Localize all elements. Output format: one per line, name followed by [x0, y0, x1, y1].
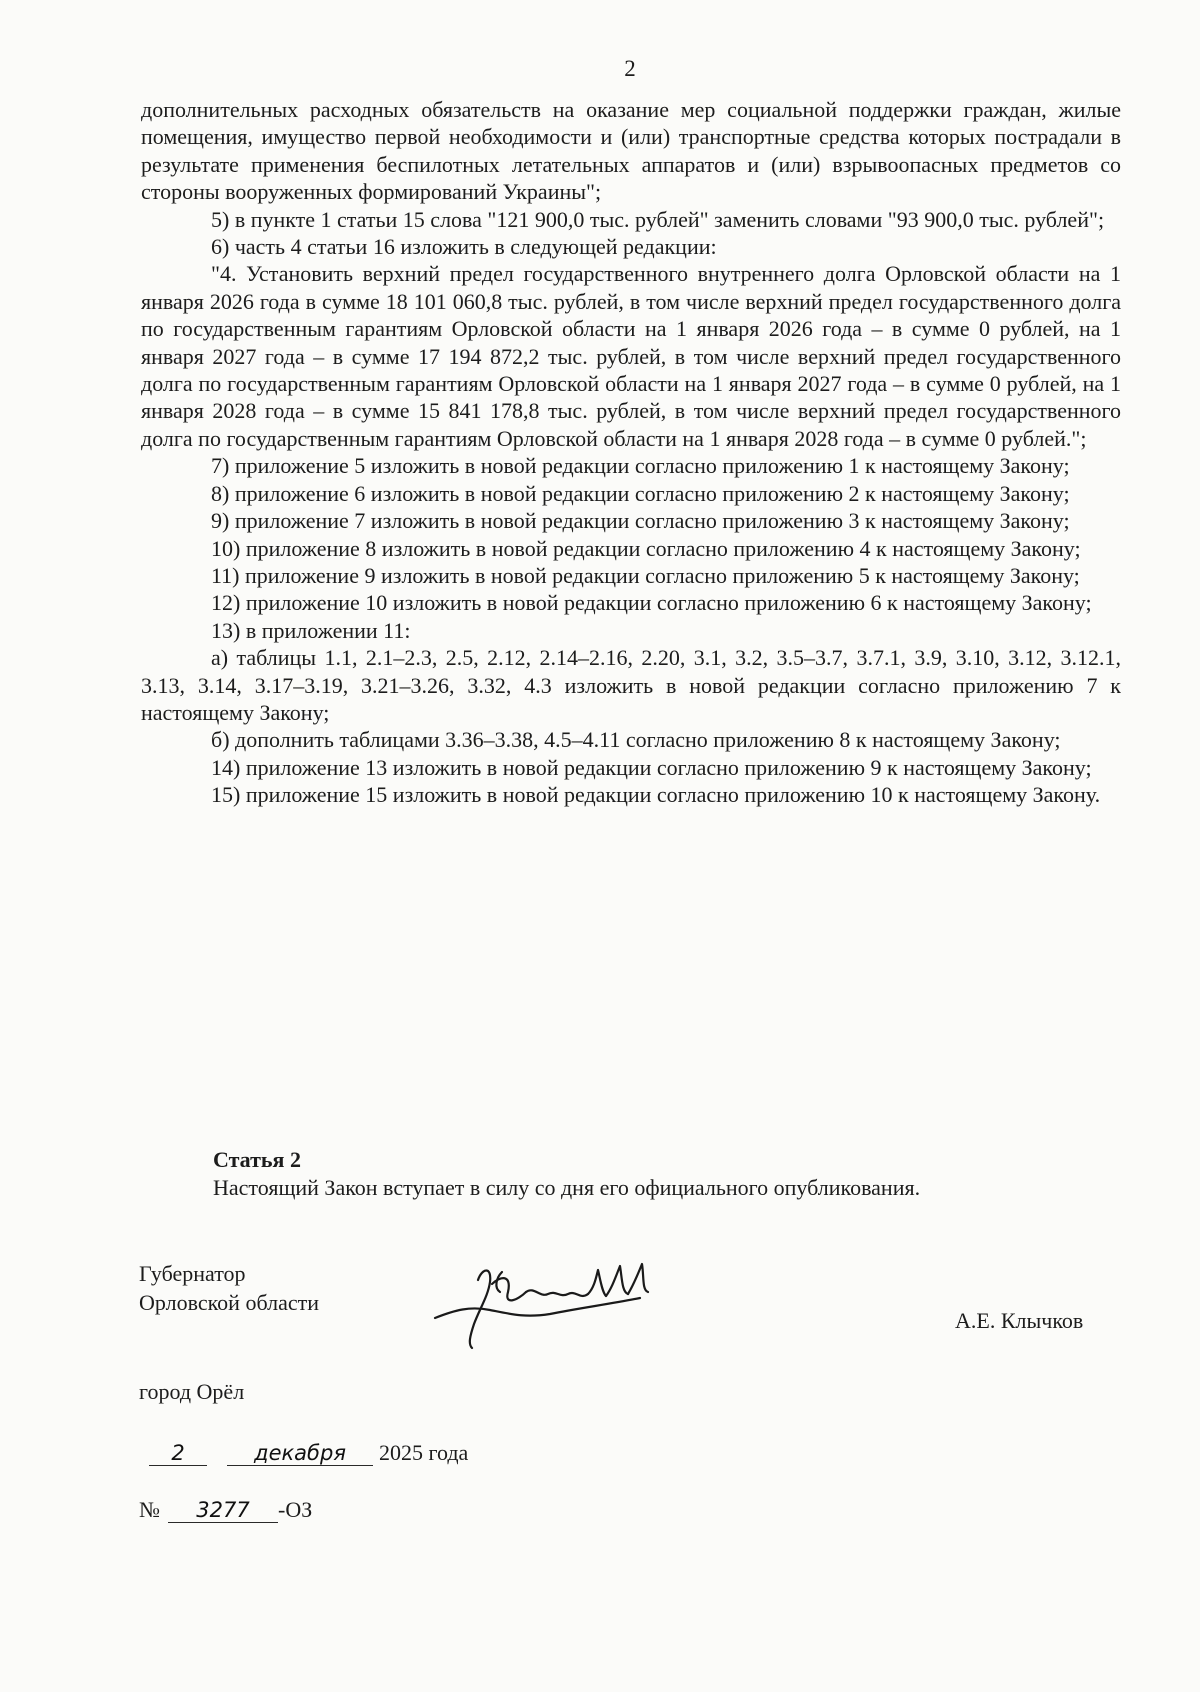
paragraph-item-7: 7) приложение 5 изложить в новой редакции согласно приложению 1 к настоящему Закону; — [211, 453, 1070, 479]
governor-name: А.Е. Клычков — [955, 1308, 1084, 1333]
paragraph-item-6: 6) часть 4 статьи 16 изложить в следующей редакции: — [211, 234, 717, 260]
law-number-line — [139, 1497, 312, 1523]
paragraph-item-13a: а) таблицы 1.1, 2.1–2.3, 2.5, 2.12, 2.14–2.16, 2.20, 3.1, 3.2, 3.5–3.7, 3.7.1, 3.9, 3.10, 3.12, 3.12.1, 3.13, 3.14, 3.17–3.19, 3.21–3.26, 3.32, 4.3 изложить в новой редакции согласно приложению 7 к настоящему Закону; — [141, 645, 1121, 725]
governor-title-line1: Губернатор — [139, 1261, 246, 1286]
article-text: Настоящий Закон вступает в силу со дня его официального опубликования. — [213, 1175, 921, 1200]
paragraph-item-8: 8) приложение 6 изложить в новой редакции согласно приложению 2 к настоящему Закону; — [211, 480, 1070, 506]
paragraph-item-13b: б) дополнить таблицами 3.36–3.38, 4.5–4.11 согласно приложению 8 к настоящему Закону; — [211, 727, 1061, 753]
document-body — [141, 96, 1121, 809]
governor-title-line2: Орловской области — [139, 1290, 319, 1315]
paragraph-item-12: 12) приложение 10 изложить в новой редакции согласно приложению 6 к настоящему Закону; — [211, 590, 1092, 616]
paragraph-item-15: 15) приложение 15 изложить в новой редакции согласно приложению 10 к настоящему Закону. — [211, 782, 1101, 808]
city-line: город Орёл — [139, 1379, 245, 1404]
paragraph-item-11: 11) приложение 9 изложить в новой редакции согласно приложению 5 к настоящему Закону; — [211, 562, 1080, 588]
number-sign: № — [139, 1497, 160, 1522]
date-day: 2 — [149, 1441, 207, 1466]
date-year: 2025 года — [379, 1440, 469, 1465]
paragraph-item-14: 14) приложение 13 изложить в новой редакции согласно приложению 9 к настоящему Закону; — [211, 754, 1092, 780]
law-number: 3277 — [168, 1498, 278, 1523]
paragraph-item-10: 10) приложение 8 изложить в новой редакции согласно приложению 4 к настоящему Закону; — [211, 535, 1081, 561]
paragraph-item-13: 13) в приложении 11: — [211, 617, 411, 643]
paragraph-continuation: дополнительных расходных обязательств на оказание мер социальной поддержки граждан, жилые помещения, имущество первой необходимости и (или) транспортные средства которых пострадали в результате применения беспилотных летательных аппаратов и (или) взрывоопасных предметов со стороны вооруженных формирований Украины"; — [141, 97, 1121, 205]
paragraph-item-9: 9) приложение 7 изложить в новой редакции согласно приложению 3 к настоящему Закону; — [211, 508, 1070, 534]
paragraph-quote-4: "4. Установить верхний предел государственного внутреннего долга Орловской области на 1 января 2026 года в сумме 18 101 060,8 тыс. рублей, в том числе верхний предел государственного долга по государственным гарантиям Орловской области на 1 января 2026 года – в сумме 0 рублей, на 1 января 2027 года – в сумме 17 194 872,2 тыс. рублей, в том числе верхний предел государственного долга по государственным гарантиям Орловской области на 1 января 2027 года – в сумме 0 рублей, на 1 января 2028 года – в сумме 15 841 178,8 тыс. рублей, в том числе верхний предел государственного долга по государственным гарантиям Орловской области на 1 января 2028 года – в сумме 0 рублей."; — [141, 261, 1121, 451]
date-line — [139, 1440, 468, 1466]
article-heading: Статья 2 — [213, 1147, 301, 1172]
handwritten-signature — [430, 1248, 665, 1358]
number-suffix: -ОЗ — [278, 1497, 313, 1522]
page-number: 2 — [624, 56, 636, 81]
paragraph-item-5: 5) в пункте 1 статьи 15 слова "121 900,0 тыс. рублей" заменить словами "93 900,0 тыс. рублей"; — [211, 206, 1105, 232]
date-month: декабря — [227, 1441, 373, 1466]
